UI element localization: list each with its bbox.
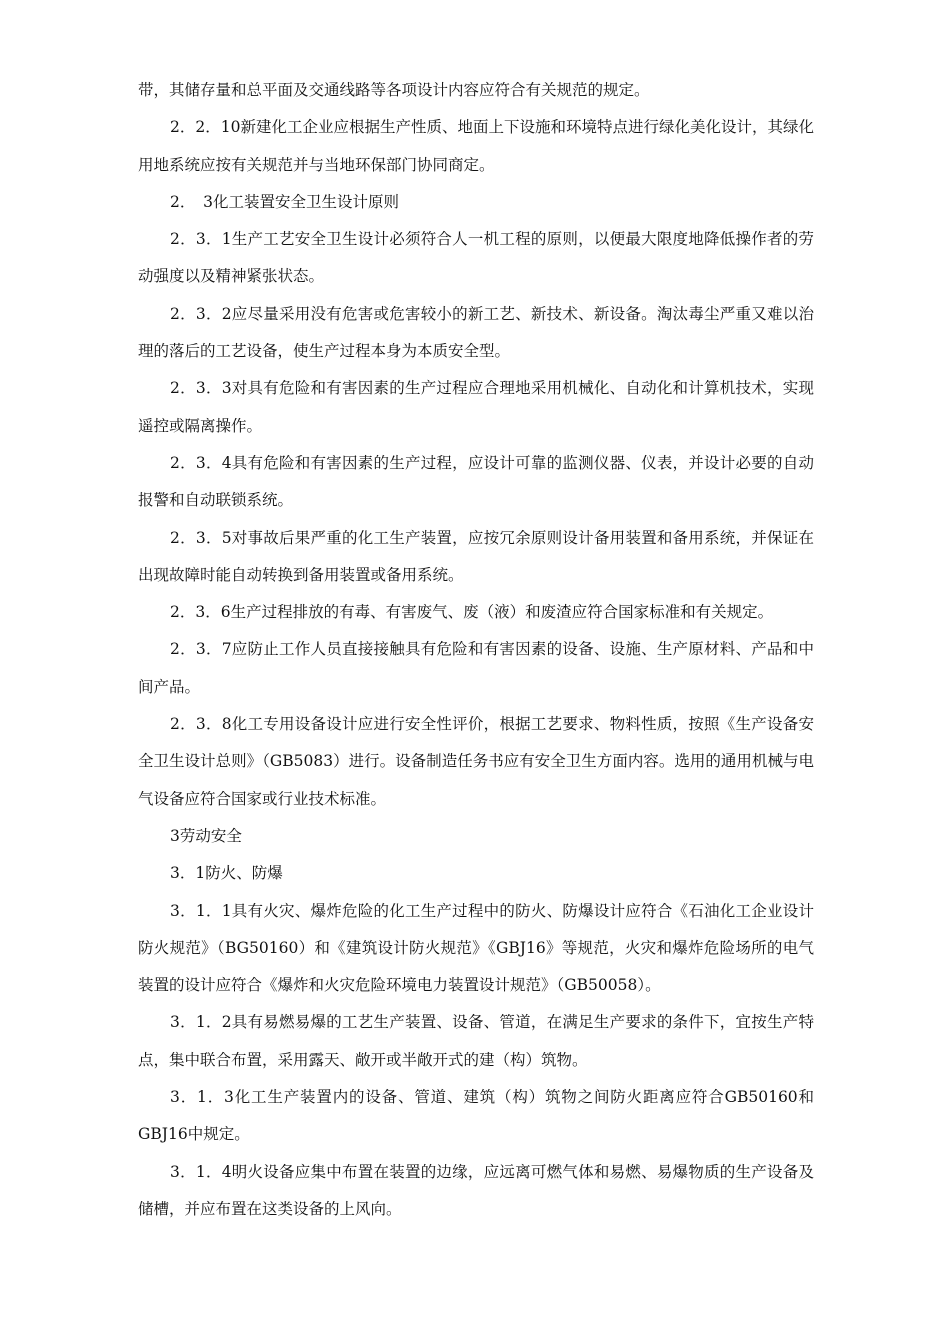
paragraph-3-1-1: 3．1．1具有火灾、爆炸危险的化工生产过程中的防火、防爆设计应符合《石油化工企业设计防火规范》（BG50160）和《建筑设计防火规范》《GBJ16》等规范，火灾和爆炸危险场所的电气装置的设计应符合《爆炸和火灾危险环境电力装置设计规范》（GB50058）。 <box>138 901 814 995</box>
document-body <box>138 72 814 1228</box>
paragraph-continuation: 带，其储存量和总平面及交通线路等各项设计内容应符合有关规范的规定。 <box>138 81 650 99</box>
paragraph-3-1-4: 3．1．4明火设备应集中布置在装置的边缘，应远离可燃气体和易燃、易爆物质的生产设备及储槽，并应布置在这类设备的上风向。 <box>138 1162 814 1218</box>
paragraph-2-3-1: 2．3．1生产工艺安全卫生设计必须符合人一机工程的原则，以便最大限度地降低操作者的劳动强度以及精神紧张状态。 <box>138 230 814 286</box>
section-heading-2-3: 2． 3化工装置安全卫生设计原则 <box>170 192 399 211</box>
paragraph-3-1-2: 3．1．2具有易燃易爆的工艺生产装置、设备、管道，在满足生产要求的条件下，宜按生产特点，集中联合布置，采用露天、敞开或半敞开式的建（构）筑物。 <box>138 1013 814 1069</box>
paragraph-2-3-8: 2．3．8化工专用设备设计应进行安全性评价，根据工艺要求、物料性质，按照《生产设备安全卫生设计总则》（GB5083）进行。设备制造任务书应有安全卫生方面内容。选用的通用机械与电气设备应符合国家或行业技术标准。 <box>138 715 814 808</box>
paragraph-2-3-6: 2．3．6生产过程排放的有毒、有害废气、废（液）和废渣应符合国家标准和有关规定。 <box>170 603 774 622</box>
paragraph-2-2-10: 2．2．10新建化工企业应根据生产性质、地面上下设施和环境特点进行绿化美化设计，其绿化用地系统应按有关规范并与当地环保部门协同商定。 <box>138 118 814 174</box>
section-heading-3: 3劳动安全 <box>170 826 242 845</box>
paragraph-3-1-3: 3．1．3化工生产装置内的设备、管道、建筑（构）筑物之间防火距离应符合GB50160和GBJ16中规定。 <box>138 1088 814 1144</box>
paragraph-2-3-5: 2．3．5对事故后果严重的化工生产装置，应按冗余原则设计备用装置和备用系统，并保证在出现故障时能自动转换到备用装置或备用系统。 <box>138 528 814 584</box>
paragraph-2-3-4: 2．3．4具有危险和有害因素的生产过程，应设计可靠的监测仪器、仪表，并设计必要的自动报警和自动联锁系统。 <box>138 453 814 510</box>
paragraph-2-3-7: 2．3．7应防止工作人员直接接触具有危险和有害因素的设备、设施、生产原材料、产品和中间产品。 <box>138 640 814 696</box>
paragraph-2-3-3: 2．3．3对具有危险和有害因素的生产过程应合理地采用机械化、自动化和计算机技术，实现遥控或隔离操作。 <box>138 379 814 435</box>
section-heading-3-1: 3．1防火、防爆 <box>170 864 283 883</box>
paragraph-2-3-2: 2．3．2应尽量采用没有危害或危害较小的新工艺、新技术、新设备。淘汰毒尘严重又难以治理的落后的工艺设备，使生产过程本身为本质安全型。 <box>138 304 814 361</box>
